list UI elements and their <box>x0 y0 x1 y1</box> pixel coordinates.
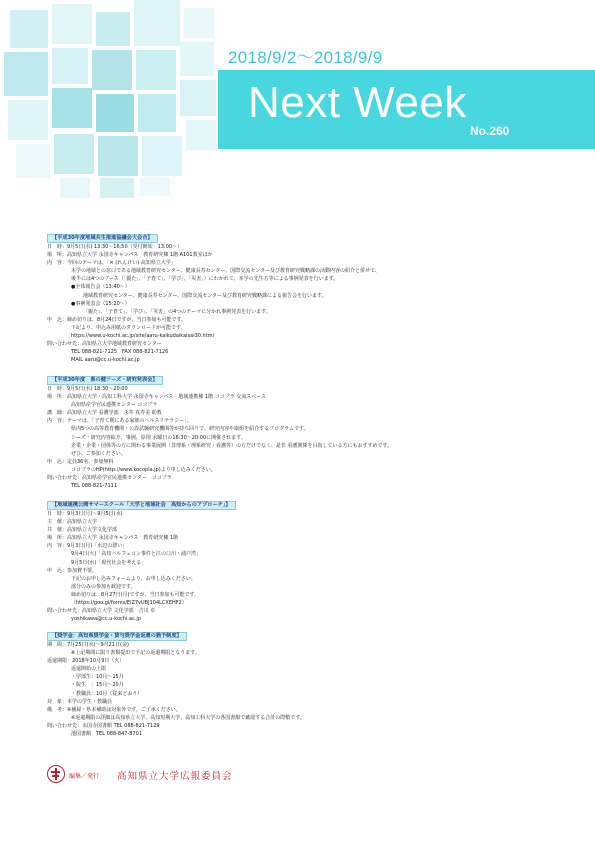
mosaic-tile <box>180 42 214 76</box>
section-line: TEL 088-821-7111 <box>71 483 118 490</box>
section-line: 締め切りは、8月27日(月)ですが、当日参加も可能です。 <box>71 591 200 598</box>
section-line: 申 込：締め切りは、8月24日ですが、当日参加も可能です。 <box>47 316 187 323</box>
section-line: 日 時：9月5日(水) 13:30～16:50（受付開始 13:00～） <box>47 244 183 250</box>
footer-label: 編集／発行 <box>69 773 100 780</box>
section-heading: 【奨学金：高知県奨学金・貸与奨学金返還の猶予制度】 <box>47 632 187 641</box>
mosaic-tile <box>142 136 182 176</box>
section-line: 企業・企業・団体等の方に関わる事業展開（非理系・理系研究・看護等）の方だけでなく、是非 看護関係を目指している方にもおすすめです。 <box>71 442 393 449</box>
section-heading: 【平成30年度 県の健ツーズ・研究発表会】 <box>47 376 163 385</box>
section-line: TEL 088-821-7125 FAX 088-821-7126 <box>71 349 169 356</box>
section-body <box>47 385 567 490</box>
section-line: https://www.u-kochi.ac.jp/site/aaru-kaikudaikaisai30.html <box>71 333 214 340</box>
mosaic-tile <box>184 8 214 38</box>
mosaic-tile <box>96 94 134 132</box>
section-2 <box>47 366 567 490</box>
mosaic-tile <box>8 100 48 140</box>
section-line: 内 容：9月3日(月)「水辺の憩い」 <box>47 543 128 550</box>
mosaic-tile <box>52 48 88 84</box>
section-line: ぜひ、ご参加ください。 <box>71 450 126 457</box>
section-line: 主 催：高知県立大学 <box>47 519 98 526</box>
issue-number: No.260 <box>470 124 510 138</box>
section-line: 備 考：※補録・県本補助は対象外です。ご了承ください。 <box>47 706 181 713</box>
university-seal-icon <box>47 765 65 783</box>
date-range: 2018/9/2～2018/9/9 <box>228 48 383 67</box>
section-line: MAIL aaru@cc.u-kochi.ac.jp <box>71 357 140 364</box>
section-line: 問い合わせ先：高知県産学官民連携センター ココプラ <box>47 475 172 482</box>
section-3 <box>47 491 567 623</box>
section-line: シーズ・研究内容紹介、事例、原則 水曜日の18:30～20:00に開催されます。 <box>71 434 246 441</box>
section-line: ●事例発表会（15:20～） <box>71 300 130 307</box>
mosaic-tile <box>16 144 50 178</box>
section-line: ・院生 ：15月～20月 <box>71 682 124 689</box>
section-heading: 【地域連携公開サマースクール「大学と地域社会 高知からのアプローチ」】 <box>47 501 236 510</box>
section-line: 申 込：定員36名、参加無料 <box>47 458 114 465</box>
section-line: 本学の地域との窓口である地域教育研究センター、健康長寿センター、国際交流センター及び教育研究戦略課の活動内容の紹介と併せて、 <box>71 268 380 275</box>
section-line: 問い合わせ先：高知県立大学 文化学部 吉川 卓 <box>47 608 156 615</box>
section-1 <box>47 224 567 364</box>
mosaic-tile <box>96 12 130 46</box>
mosaic-tile <box>4 52 48 96</box>
mosaic-tile <box>180 80 216 116</box>
mosaic-tile <box>92 50 132 90</box>
section-line: ※上記期間に限り書類提出で下記の返還期限となります。 <box>71 650 200 657</box>
section-line: ※返還期限の詳細は高知県立大学、高知短期大学、高知工科大学の各国書館で確認する合計の際敷です。 <box>71 714 305 721</box>
section-line: 返還期限：2018年10月9日（火） <box>47 658 125 665</box>
section-line: 9月5日(水)「現代社会を考える」 <box>71 559 147 566</box>
section-line: 内 容：今回のテーマは、「× (れんけい) 高知県立大学」 <box>47 260 176 267</box>
section-line: 下記のお申し込みフォームより、お申し込みください。 <box>71 575 196 582</box>
section-line: （https://goo.gl/forms/EiZ7vUBJ104LCXEHF2） <box>71 600 187 607</box>
mosaic-tile <box>186 120 216 150</box>
footer-org: 高知県立大学広報委員会 <box>117 771 233 782</box>
section-line: 対 象：本学の学生・教職員 <box>47 698 113 705</box>
section-body <box>47 641 567 738</box>
mosaic-tile <box>138 94 176 132</box>
mosaic-tile <box>52 4 92 44</box>
mosaic-tile <box>10 10 48 48</box>
section-line: 9月4日(火)「高知ハルフェコン事件と江の口川・浦戸湾」 <box>71 551 202 558</box>
section-line: 内 容：テーマは、「子育て期にある家族のヘルスリテラシー」。 <box>47 418 192 425</box>
mosaic-tile <box>134 0 180 46</box>
section-line: 共 催：高知県立大学文化学部 <box>47 527 118 534</box>
section-line: 日 時：9月3日(月)～9月5日(水) <box>47 511 123 517</box>
section-line: 高知県産学官民連携センター ココプラ <box>71 402 158 409</box>
section-line: yoshikawa@cc.u-kochi.ac.jp <box>71 616 141 623</box>
section-line: 問い合わせ先：永国寺図書館 TEL 088-821-7129 <box>47 722 160 729</box>
section-line: 期 間：7月25日(水)～9月21日(金) <box>47 642 129 648</box>
section-line: ●全体報告会（13:40～） <box>71 284 130 291</box>
section-body <box>47 243 567 364</box>
mosaic-tile <box>52 88 92 128</box>
mosaic-tile <box>54 134 94 174</box>
section-line: 「親た」、「子育て」、「学び」、「災害」の4つのテーマに分かれ事例発表を行います。 <box>83 308 271 315</box>
section-4 <box>47 622 567 738</box>
mosaic-tile <box>60 178 90 198</box>
section-line: ・教職員：10月（従来どおり） <box>71 690 143 697</box>
section-line: 県内5つの高等教育機関・公設試験研究機関等が持ち回りで、研究内容や取組を紹介するプログラムです。 <box>71 426 309 433</box>
section-line: 場 所：高知県立大学・高知工科大学 永国寺キャンパス 地域連携棟 1階 ココプラ 交流スペース <box>47 394 266 401</box>
section-line: 後半には4つのブース（「親た」、「子育て」、「学び」、「災害」）にわかれて、本学の先生方等による事例発表を行います。 <box>71 276 339 283</box>
section-line: 場 所：高知県立大学 永国寺キャンパス 教育研究棟 1階 <box>47 535 179 542</box>
mosaic-tile <box>140 178 170 196</box>
section-line: 下記より、申込み用紙のダウンロードが可能です。 <box>71 324 186 331</box>
section-line: 部分のみの参加も歓迎です。 <box>71 583 136 590</box>
section-line: 問い合わせ先：高知県立大学地域教育研究センター <box>47 341 162 348</box>
section-line: 場 所：高知県立大学 永国寺キャンパス 教育研究棟 1階 A101教室ほか <box>47 252 213 259</box>
section-line: 地域教育研究センター、健康長寿センター、国際交流センター及び教育研究戦略課による報告会を行います。 <box>83 292 327 299</box>
mosaic-tile <box>100 178 134 198</box>
mosaic-tile <box>136 50 176 90</box>
section-body <box>47 510 567 623</box>
mosaic-tile <box>98 136 138 176</box>
section-line: ココプラのHP(http://www.kocopla.jp)より申し込みください。 <box>71 466 216 473</box>
section-line: 日 時：9月5日(水) 18:30～20:00 <box>47 386 128 392</box>
newsletter-title: Next Week <box>248 78 467 127</box>
section-line: 返還開始の上限 <box>71 666 107 673</box>
section-line: 申 込：参加費不要。 <box>47 567 98 574</box>
section-line: 講 師：高知県立大学 看護学部 永井 真寿美 助教 <box>47 410 162 417</box>
section-heading: 【平成30年度地域共生推進協議会大会合】 <box>47 234 158 243</box>
section-line: ・学部生：10月～15月 <box>71 674 124 681</box>
section-line: 池図書館 TEL 088-847-8701 <box>71 731 143 738</box>
